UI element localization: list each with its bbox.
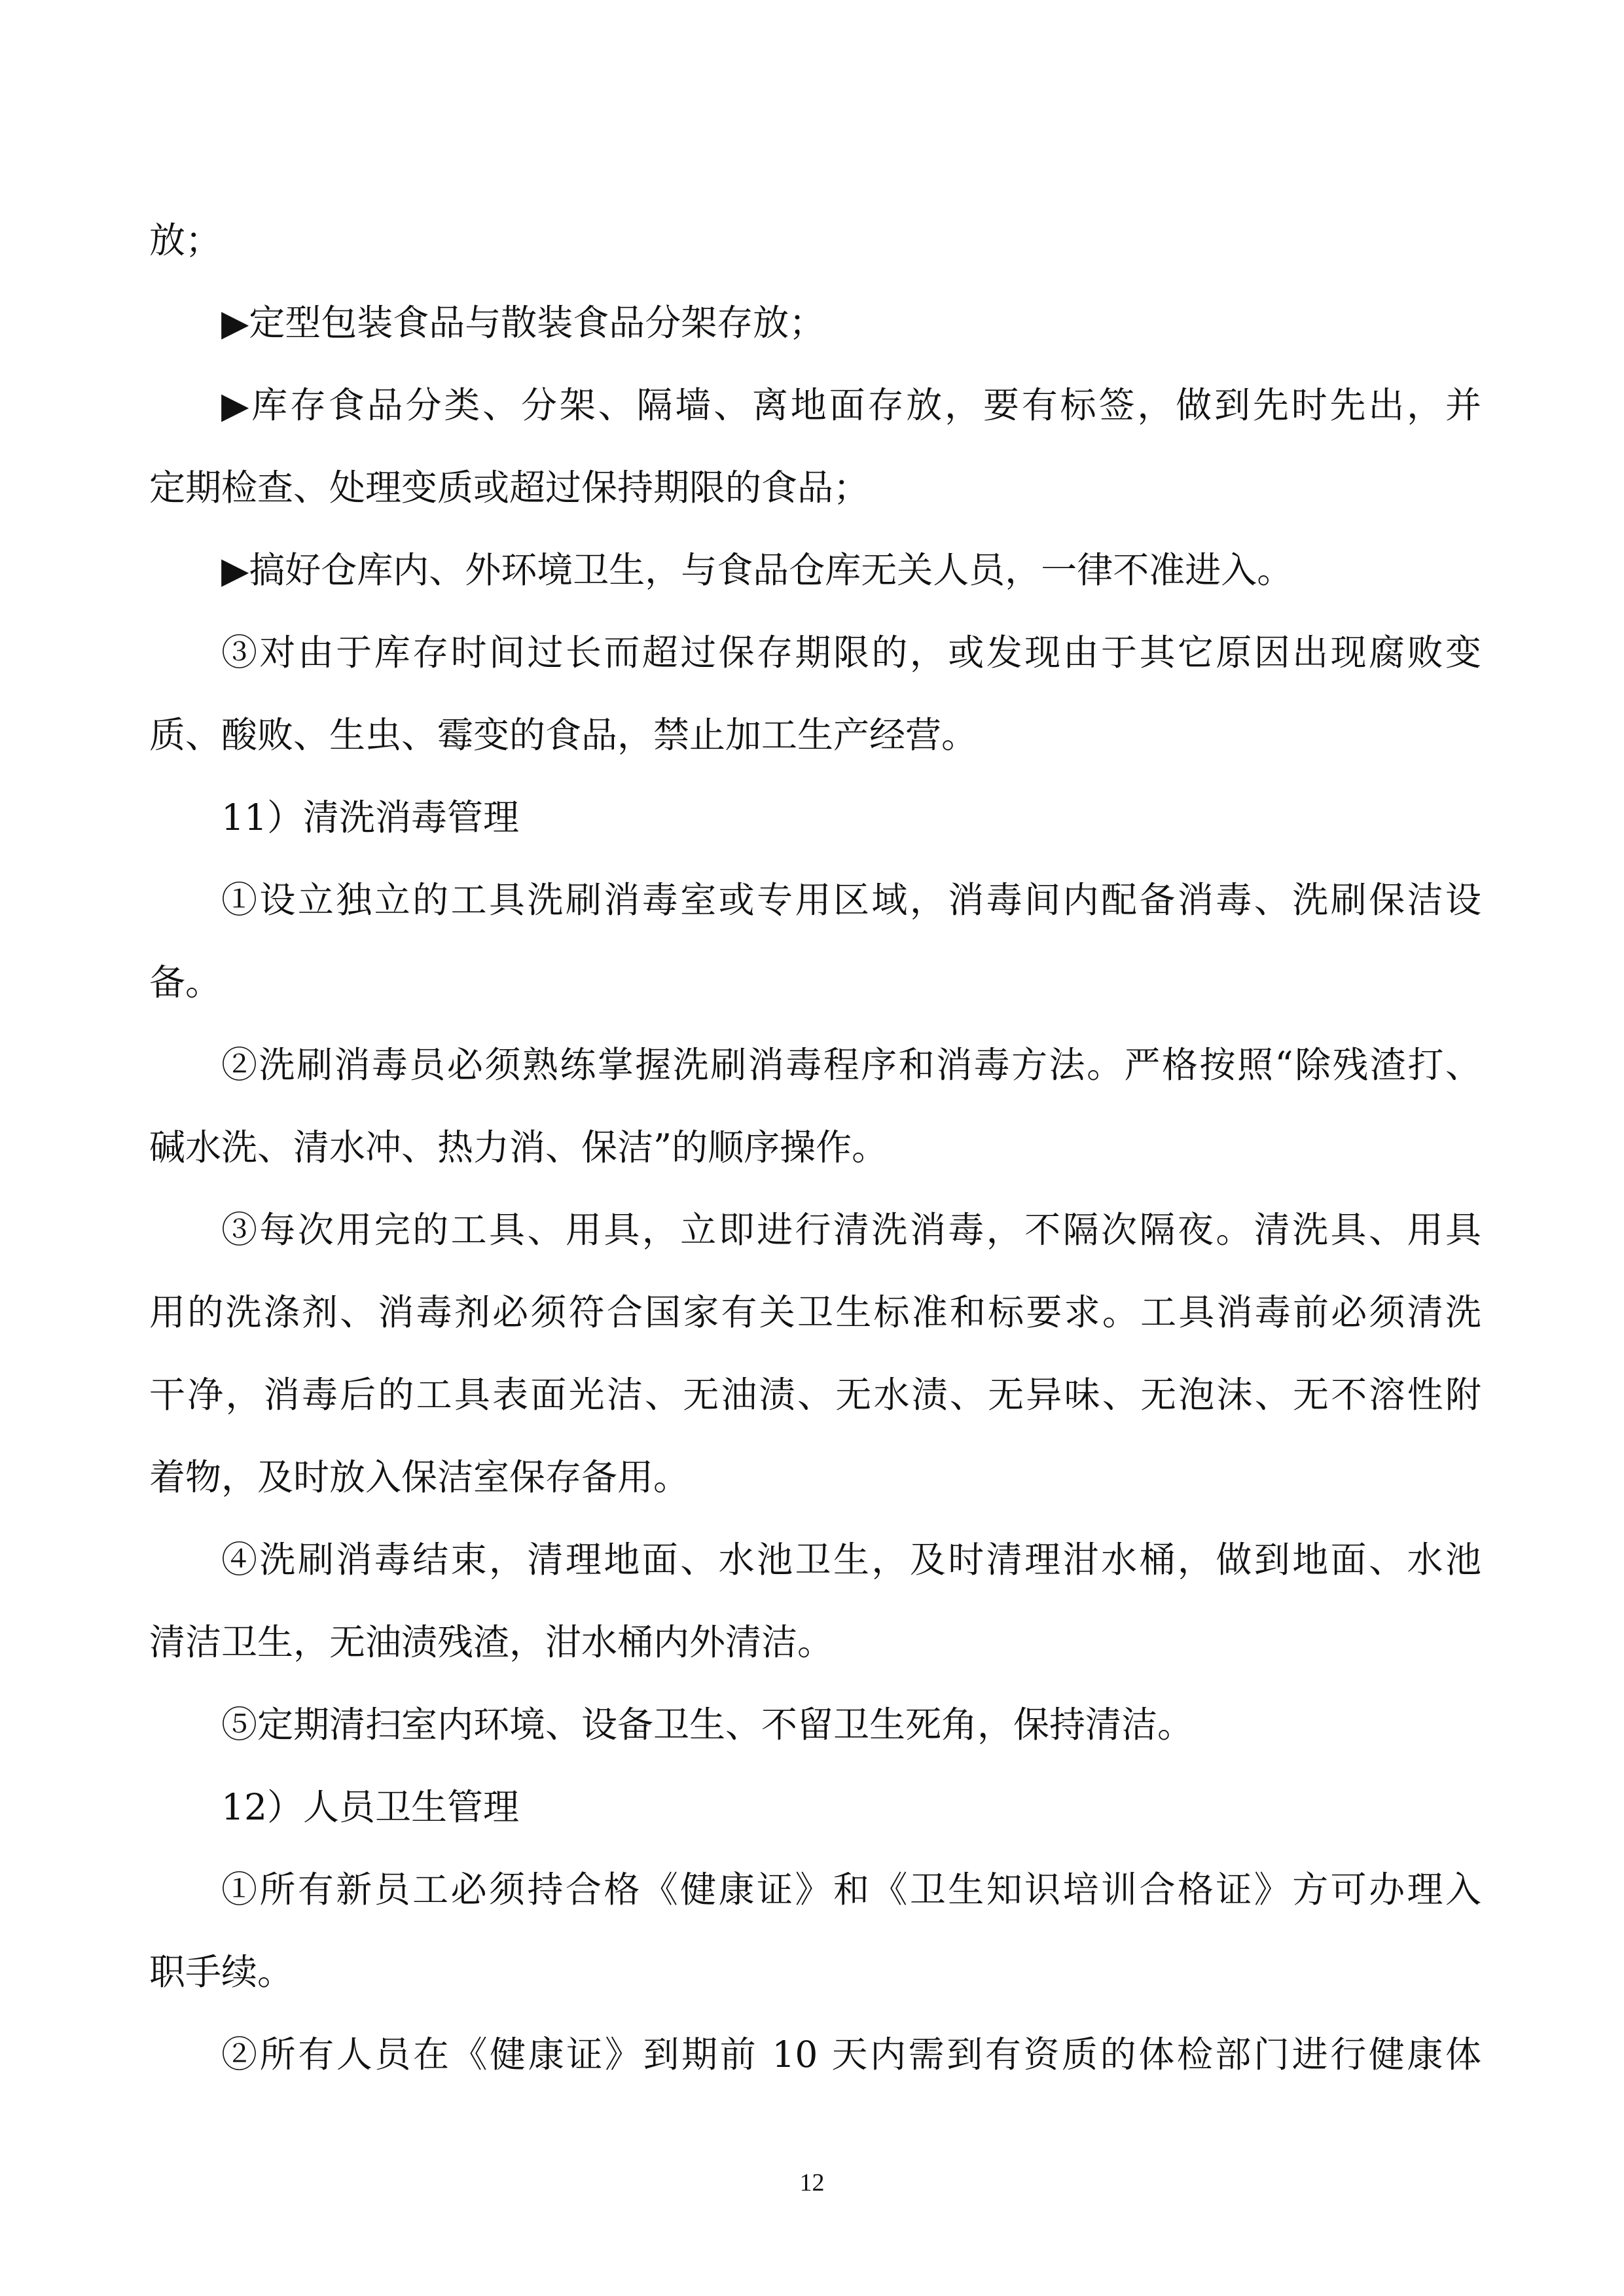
text-line: 定期检查、处理变质或超过保持期限的食品；: [149, 467, 870, 509]
text-line: 碱水洗、清水冲、热力消、保洁”的顺序操作。: [149, 1126, 888, 1168]
text-line: 职手续。: [149, 1951, 294, 1993]
paragraph-line: ⑤定期清扫室内环境、设备卫生、不留卫生死角，保持清洁。: [221, 1704, 1194, 1746]
paragraph-line: ③对由于库存时间过长而超过保存期限的，或发现由于其它原因出现腐败变: [221, 632, 1481, 673]
paragraph-line: ①所有新员工必须持合格《健康证》和《卫生知识培训合格证》方可办理入: [221, 1869, 1481, 1910]
page-number: 12: [799, 2169, 825, 2197]
text-line: 清洁卫生，无油渍残渣，泔水桶内外清洁。: [149, 1621, 834, 1663]
text-line: 质、酸败、生虫、霉变的食品，禁止加工生产经营。: [149, 714, 978, 756]
paragraph-line: ①设立独立的工具洗刷消毒室或专用区域，消毒间内配备消毒、洗刷保洁设: [221, 879, 1481, 921]
bullet-item: ▶定型包装食品与散装食品分架存放；: [221, 302, 825, 344]
section-heading: 11）清洗消毒管理: [221, 797, 519, 838]
section-heading: 12）人员卫生管理: [221, 1786, 519, 1828]
text-line: 干净，消毒后的工具表面光洁、无油渍、无水渍、无异味、无泡沫、无不溶性附: [149, 1374, 1481, 1416]
paragraph-line: ②所有人员在《健康证》到期前 10 天内需到有资质的体检部门进行健康体: [221, 2034, 1481, 2075]
bullet-item: ▶库存食品分类、分架、隔墙、离地面存放，要有标签，做到先时先出，并: [221, 384, 1481, 426]
bullet-item: ▶搞好仓库内、外环境卫生，与食品仓库无关人员，一律不准进入。: [221, 549, 1293, 591]
text-line: 用的洗涤剂、消毒剂必须符合国家有关卫生标准和标要求。工具消毒前必须清洗: [149, 1291, 1481, 1333]
text-line: 放；: [149, 219, 222, 261]
paragraph-line: ④洗刷消毒结束，清理地面、水池卫生，及时清理泔水桶，做到地面、水池: [221, 1539, 1481, 1581]
text-line: 着物，及时放入保洁室保存备用。: [149, 1456, 690, 1498]
paragraph-line: ②洗刷消毒员必须熟练掌握洗刷消毒程序和消毒方法。严格按照“除残渣打、: [221, 1044, 1481, 1086]
text-line: 备。: [149, 961, 222, 1003]
paragraph-line: ③每次用完的工具、用具，立即进行清洗消毒，不隔次隔夜。清洗具、用具: [221, 1209, 1481, 1251]
